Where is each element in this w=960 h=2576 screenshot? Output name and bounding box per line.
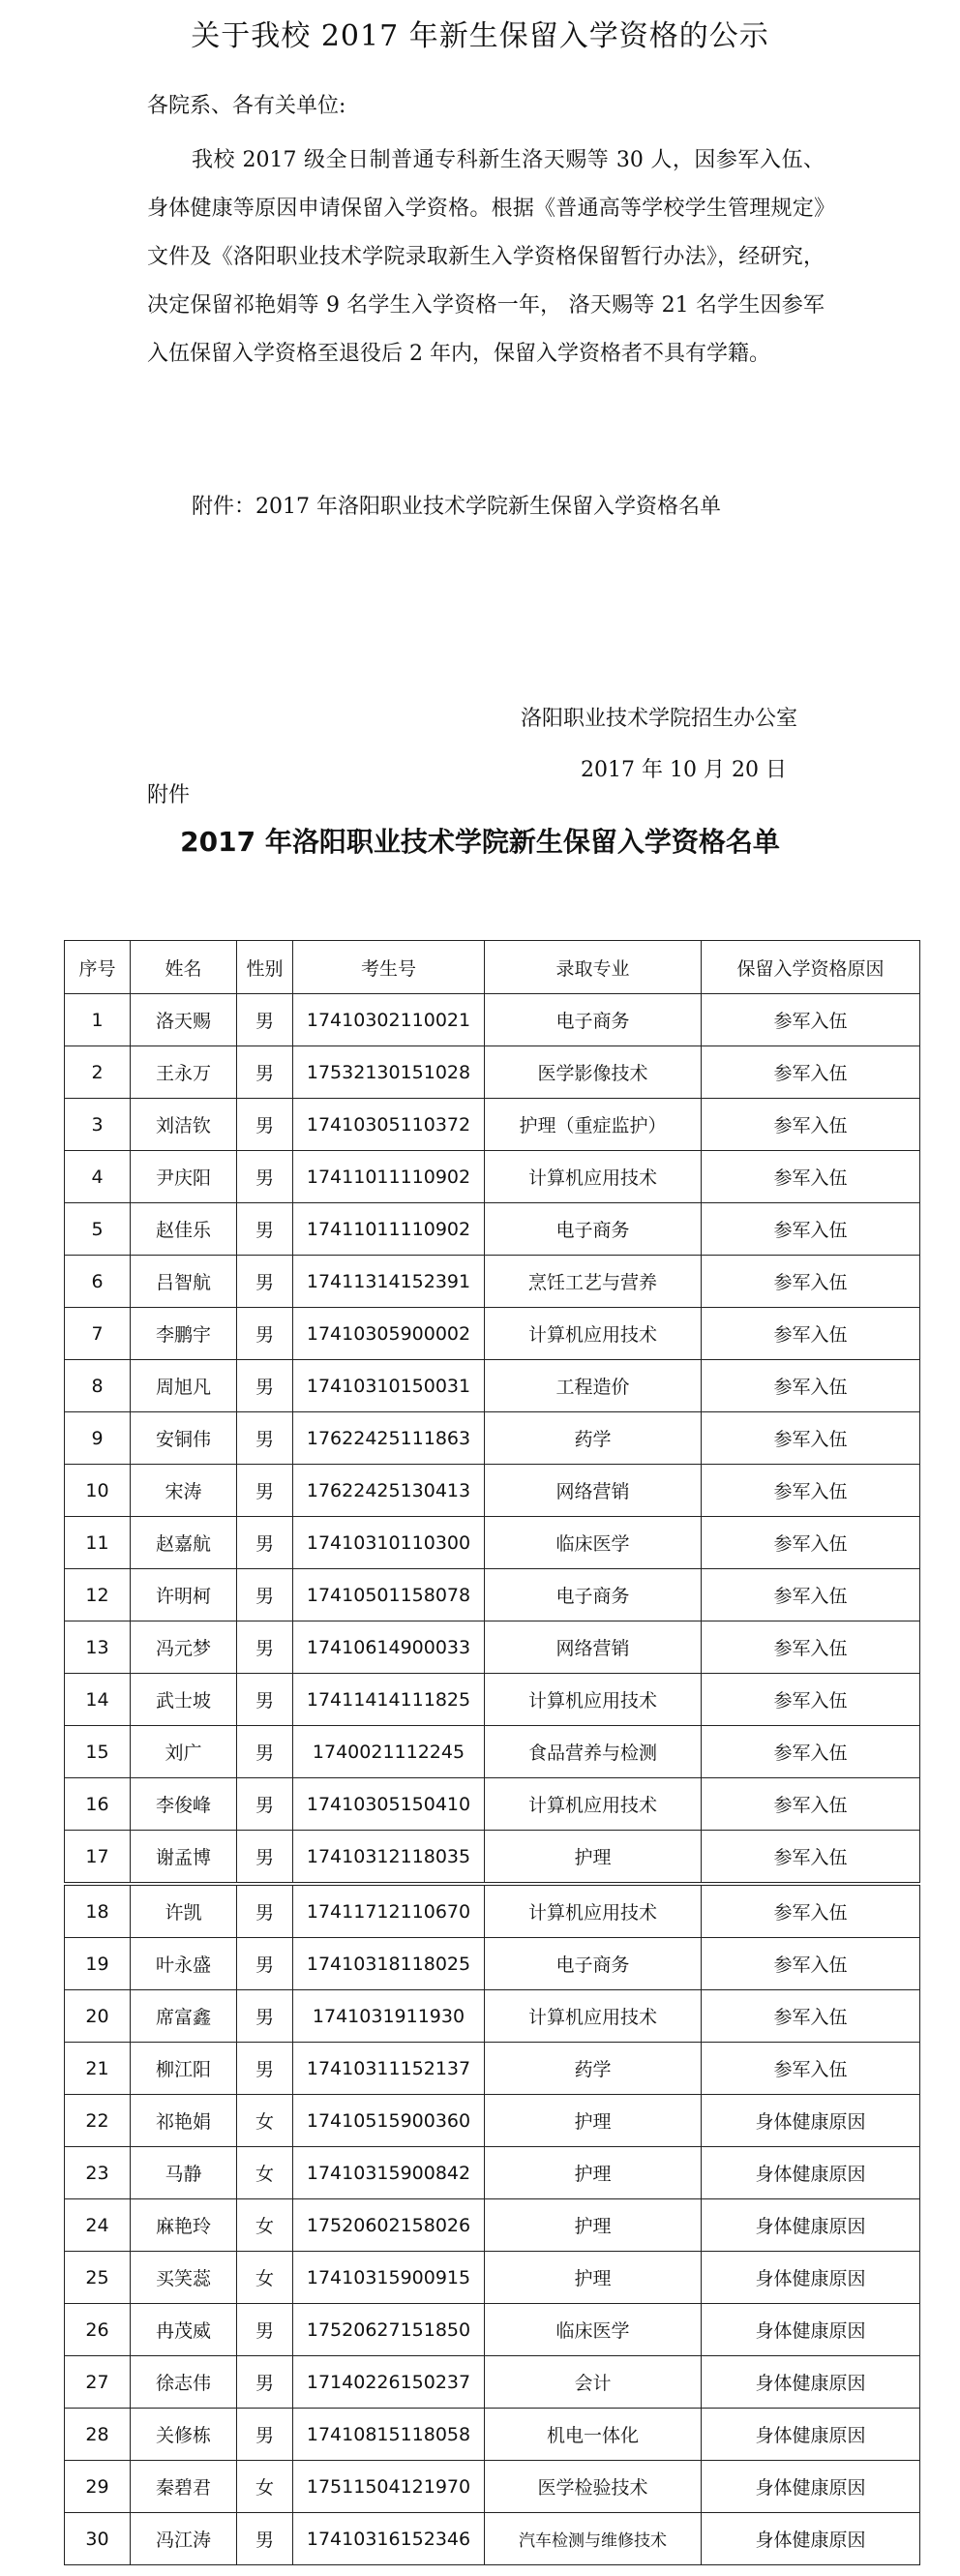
cell-col-major: 烹饪工艺与营养 [485,1256,702,1308]
cell-col-name: 关修栋 [131,2409,237,2461]
cell-col-exam-id: 17411011110902 [293,1151,485,1203]
table-row [65,2513,920,2565]
cell-col-name: 祁艳娟 [131,2095,237,2147]
cell-col-index: 28 [65,2409,131,2461]
cell-col-name: 刘洁钦 [131,1099,237,1151]
greeting: 各院系、各有关单位: [147,94,346,118]
cell-col-major: 网络营销 [485,1621,702,1674]
cell-col-exam-id: 17411712110670 [293,1884,485,1938]
cell-col-exam-id: 17411314152391 [293,1256,485,1308]
table-row [65,2252,920,2304]
cell-col-name: 李俊峰 [131,1778,237,1831]
cell-col-index: 5 [65,1203,131,1256]
cell-col-gender: 男 [237,1465,293,1517]
table-row [65,1674,920,1726]
cell-col-reason: 参军入伍 [702,1517,920,1569]
table-row [65,2461,920,2513]
cell-col-name: 许明柯 [131,1569,237,1621]
cell-col-gender: 女 [237,2095,293,2147]
cell-col-reason: 身体健康原因 [702,2147,920,2199]
cell-col-major: 计算机应用技术 [485,1990,702,2043]
cell-col-index: 24 [65,2199,131,2252]
cell-col-reason: 参军入伍 [702,1412,920,1465]
cell-col-index: 25 [65,2252,131,2304]
cell-col-gender: 男 [237,1778,293,1831]
cell-col-name: 叶永盛 [131,1938,237,1990]
cell-col-exam-id: 1741031911930 [293,1990,485,2043]
cell-col-index: 2 [65,1046,131,1099]
cell-col-reason: 参军入伍 [702,1831,920,1885]
cell-col-exam-id: 17520627151850 [293,2304,485,2356]
cell-col-gender: 男 [237,1360,293,1412]
cell-col-major: 药学 [485,1412,702,1465]
cell-col-major: 计算机应用技术 [485,1151,702,1203]
header-col-reason: 保留入学资格原因 [702,941,920,994]
cell-col-reason: 参军入伍 [702,1256,920,1308]
cell-col-reason: 身体健康原因 [702,2095,920,2147]
cell-col-exam-id: 17410815118058 [293,2409,485,2461]
cell-col-reason: 参军入伍 [702,1203,920,1256]
table-row [65,1517,920,1569]
cell-col-index: 15 [65,1726,131,1778]
cell-col-name: 洛天赐 [131,994,237,1046]
cell-col-exam-id: 17410311152137 [293,2043,485,2095]
cell-col-major: 护理 [485,2252,702,2304]
table-row [65,2147,920,2199]
table-row [65,2043,920,2095]
cell-col-gender: 女 [237,2199,293,2252]
cell-col-name: 秦碧君 [131,2461,237,2513]
table-row [65,1621,920,1674]
header-col-gender: 性别 [237,941,293,994]
notice-body: 我校 2017 级全日制普通专科新生洛天赐等 30 人，因参军入伍、身体健康等原因申请保留入学资格。根据《普通高等学校学生管理规定》文件及《洛阳职业技术学院录取新生入学资格保留暂行办法》，经研究，决定保留祁艳娟等 9 名学生入学资格一年， 洛天赐等 21 名学生因参军入伍保留入学资格至退役后 2 年内，保留入学资格者不具有学籍。 [147,148,825,366]
table-row [65,2409,920,2461]
header-col-exam-id: 考生号 [293,941,485,994]
cell-col-gender: 女 [237,2461,293,2513]
cell-col-gender: 男 [237,1151,293,1203]
cell-col-reason: 参军入伍 [702,1674,920,1726]
cell-col-reason: 参军入伍 [702,1621,920,1674]
table-row [65,2095,920,2147]
cell-col-name: 许凯 [131,1884,237,1938]
cell-col-exam-id: 17410501158078 [293,1569,485,1621]
cell-col-index: 8 [65,1360,131,1412]
cell-col-reason: 参军入伍 [702,1465,920,1517]
cell-col-reason: 身体健康原因 [702,2409,920,2461]
cell-col-major: 网络营销 [485,1465,702,1517]
table-row [65,1938,920,1990]
cell-col-index: 22 [65,2095,131,2147]
list-title: 2017 年洛阳职业技术学院新生保留入学资格名单 [180,826,780,858]
cell-col-reason: 参军入伍 [702,1990,920,2043]
cell-col-index: 3 [65,1099,131,1151]
table-row [65,2199,920,2252]
cell-col-major: 电子商务 [485,1938,702,1990]
cell-col-major: 临床医学 [485,2304,702,2356]
header-col-index: 序号 [65,941,131,994]
cell-col-reason: 参军入伍 [702,1938,920,1990]
cell-col-name: 冉茂威 [131,2304,237,2356]
header-col-major: 录取专业 [485,941,702,994]
cell-col-major: 电子商务 [485,994,702,1046]
cell-col-gender: 男 [237,2304,293,2356]
attachment-note: 附件：2017 年洛阳职业技术学院新生保留入学资格名单 [192,495,721,519]
cell-col-reason: 参军入伍 [702,1569,920,1621]
cell-col-major: 工程造价 [485,1360,702,1412]
cell-col-index: 12 [65,1569,131,1621]
cell-col-major: 计算机应用技术 [485,1884,702,1938]
cell-col-exam-id: 17410316152346 [293,2513,485,2565]
cell-col-reason: 身体健康原因 [702,2304,920,2356]
table-body [65,994,920,2565]
cell-col-name: 麻艳玲 [131,2199,237,2252]
table-row [65,1465,920,1517]
cell-col-exam-id: 17622425111863 [293,1412,485,1465]
cell-col-gender: 男 [237,1203,293,1256]
cell-col-reason: 参军入伍 [702,994,920,1046]
cell-col-gender: 男 [237,2356,293,2409]
cell-col-exam-id: 17410318118025 [293,1938,485,1990]
cell-col-gender: 女 [237,2147,293,2199]
cell-col-major: 临床医学 [485,1517,702,1569]
table-row [65,1778,920,1831]
cell-col-name: 赵嘉航 [131,1517,237,1569]
cell-col-index: 14 [65,1674,131,1726]
header-col-name: 姓名 [131,941,237,994]
cell-col-reason: 身体健康原因 [702,2252,920,2304]
cell-col-name: 王永万 [131,1046,237,1099]
appendix-label: 附件 [147,783,191,807]
cell-col-gender: 男 [237,1938,293,1990]
cell-col-index: 26 [65,2304,131,2356]
cell-col-reason: 参军入伍 [702,1151,920,1203]
cell-col-name: 买笑蕊 [131,2252,237,2304]
cell-col-name: 徐志伟 [131,2356,237,2409]
table-row [65,1203,920,1256]
cell-col-major: 计算机应用技术 [485,1778,702,1831]
cell-col-index: 13 [65,1621,131,1674]
cell-col-exam-id: 17411011110902 [293,1203,485,1256]
cell-col-name: 谢孟博 [131,1831,237,1885]
table-row [65,994,920,1046]
table-header-row [65,941,920,994]
cell-col-exam-id: 17410312118035 [293,1831,485,1885]
cell-col-index: 20 [65,1990,131,2043]
cell-col-name: 尹庆阳 [131,1151,237,1203]
cell-col-exam-id: 17410305150410 [293,1778,485,1831]
cell-col-major: 机电一体化 [485,2409,702,2461]
cell-col-name: 冯元梦 [131,1621,237,1674]
cell-col-exam-id: 17410310150031 [293,1360,485,1412]
cell-col-gender: 男 [237,1099,293,1151]
cell-col-reason: 参军入伍 [702,1360,920,1412]
table-row [65,1256,920,1308]
table-row [65,1360,920,1412]
cell-col-major: 药学 [485,2043,702,2095]
cell-col-major: 护理 [485,1831,702,1885]
cell-col-major: 电子商务 [485,1569,702,1621]
cell-col-gender: 男 [237,1517,293,1569]
table-row [65,1151,920,1203]
table-row [65,1308,920,1360]
cell-col-name: 周旭凡 [131,1360,237,1412]
cell-col-index: 16 [65,1778,131,1831]
cell-col-name: 马静 [131,2147,237,2199]
cell-col-gender: 男 [237,1831,293,1885]
table-row [65,1046,920,1099]
cell-col-exam-id: 17410302110021 [293,994,485,1046]
cell-col-gender: 女 [237,2252,293,2304]
cell-col-major: 计算机应用技术 [485,1674,702,1726]
cell-col-exam-id: 17411414111825 [293,1674,485,1726]
cell-col-exam-id: 17622425130413 [293,1465,485,1517]
cell-col-major: 计算机应用技术 [485,1308,702,1360]
cell-col-index: 7 [65,1308,131,1360]
cell-col-major: 食品营养与检测 [485,1726,702,1778]
cell-col-exam-id: 17410310110300 [293,1517,485,1569]
roster-table [64,940,920,2565]
cell-col-exam-id: 17410305110372 [293,1099,485,1151]
table-row [65,2356,920,2409]
cell-col-exam-id: 17410305900002 [293,1308,485,1360]
cell-col-major: 医学检验技术 [485,2461,702,2513]
cell-col-exam-id: 17520602158026 [293,2199,485,2252]
table-row [65,2304,920,2356]
cell-col-index: 21 [65,2043,131,2095]
cell-col-major: 护理 [485,2199,702,2252]
cell-col-major: 电子商务 [485,1203,702,1256]
cell-col-reason: 身体健康原因 [702,2513,920,2565]
cell-col-exam-id: 17410315900842 [293,2147,485,2199]
cell-col-name: 吕智航 [131,1256,237,1308]
cell-col-reason: 参军入伍 [702,1046,920,1099]
cell-col-gender: 男 [237,1412,293,1465]
cell-col-exam-id: 1740021112245 [293,1726,485,1778]
cell-col-gender: 男 [237,1256,293,1308]
cell-col-gender: 男 [237,1884,293,1938]
cell-col-name: 安铜伟 [131,1412,237,1465]
cell-col-index: 10 [65,1465,131,1517]
cell-col-reason: 参军入伍 [702,1099,920,1151]
cell-col-exam-id: 17511504121970 [293,2461,485,2513]
cell-col-gender: 男 [237,1674,293,1726]
table-row [65,1990,920,2043]
table-row [65,1831,920,1885]
cell-col-gender: 男 [237,994,293,1046]
cell-col-gender: 男 [237,2043,293,2095]
cell-col-exam-id: 17410614900033 [293,1621,485,1674]
cell-col-index: 19 [65,1938,131,1990]
cell-col-gender: 男 [237,1569,293,1621]
cell-col-exam-id: 17410515900360 [293,2095,485,2147]
cell-col-index: 29 [65,2461,131,2513]
cell-col-index: 1 [65,994,131,1046]
cell-col-reason: 参军入伍 [702,1778,920,1831]
table-row [65,1412,920,1465]
cell-col-index: 30 [65,2513,131,2565]
cell-col-reason: 身体健康原因 [702,2461,920,2513]
cell-col-reason: 身体健康原因 [702,2199,920,2252]
cell-col-name: 宋涛 [131,1465,237,1517]
cell-col-index: 11 [65,1517,131,1569]
cell-col-index: 6 [65,1256,131,1308]
cell-col-name: 李鹏宇 [131,1308,237,1360]
table-row [65,1099,920,1151]
cell-col-gender: 男 [237,1726,293,1778]
cell-col-gender: 男 [237,2409,293,2461]
cell-col-reason: 参军入伍 [702,1726,920,1778]
cell-col-reason: 参军入伍 [702,2043,920,2095]
cell-col-index: 18 [65,1884,131,1938]
cell-col-major: 会计 [485,2356,702,2409]
cell-col-name: 赵佳乐 [131,1203,237,1256]
cell-col-name: 席富鑫 [131,1990,237,2043]
cell-col-gender: 男 [237,1308,293,1360]
cell-col-name: 柳江阳 [131,2043,237,2095]
cell-col-reason: 身体健康原因 [702,2356,920,2409]
cell-col-index: 23 [65,2147,131,2199]
cell-col-exam-id: 17532130151028 [293,1046,485,1099]
cell-col-exam-id: 17140226150237 [293,2356,485,2409]
notice-title: 关于我校 2017 年新生保留入学资格的公示 [191,19,769,53]
cell-col-gender: 男 [237,2513,293,2565]
table-row [65,1726,920,1778]
cell-col-reason: 参军入伍 [702,1884,920,1938]
cell-col-major: 护理（重症监护） [485,1099,702,1151]
signature-org: 洛阳职业技术学院招生办公室 [521,707,798,731]
cell-col-name: 刘广 [131,1726,237,1778]
cell-col-index: 4 [65,1151,131,1203]
cell-col-major: 汽车检测与维修技术 [485,2513,702,2565]
table-row [65,1884,920,1938]
cell-col-index: 27 [65,2356,131,2409]
cell-col-reason: 参军入伍 [702,1308,920,1360]
cell-col-name: 冯江涛 [131,2513,237,2565]
cell-col-exam-id: 17410315900915 [293,2252,485,2304]
cell-col-gender: 男 [237,1990,293,2043]
cell-col-major: 护理 [485,2147,702,2199]
table-row [65,1569,920,1621]
cell-col-major: 医学影像技术 [485,1046,702,1099]
cell-col-gender: 男 [237,1621,293,1674]
cell-col-major: 护理 [485,2095,702,2147]
cell-col-gender: 男 [237,1046,293,1099]
cell-col-index: 9 [65,1412,131,1465]
signature-date: 2017 年 10 月 20 日 [581,758,787,782]
cell-col-index: 17 [65,1831,131,1885]
cell-col-name: 武士坡 [131,1674,237,1726]
